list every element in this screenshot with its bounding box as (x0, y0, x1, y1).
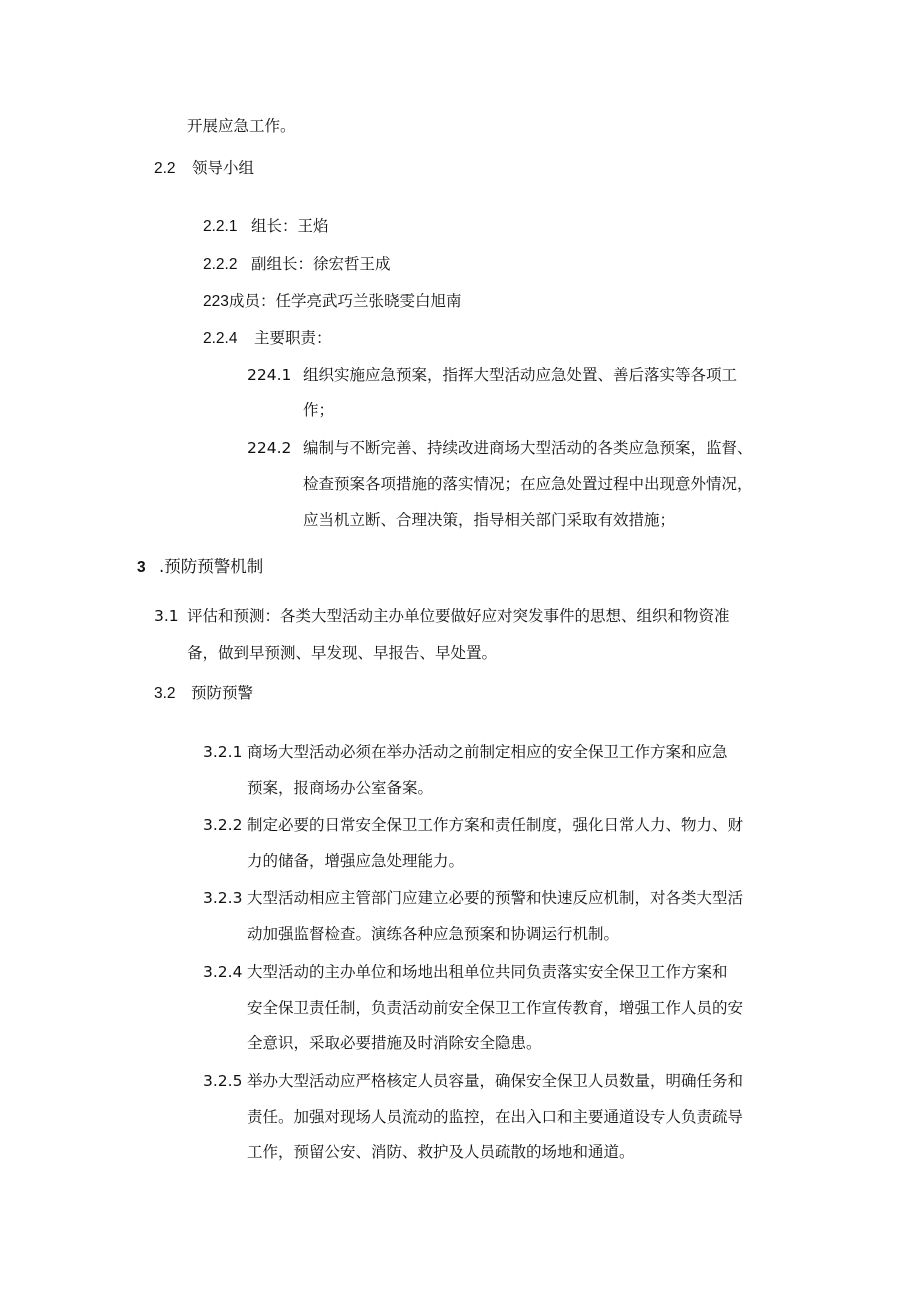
item-text: 组长：王焰 (251, 217, 329, 235)
section-title: 领导小组 (192, 159, 255, 177)
item-number: 2.2.2 (203, 256, 238, 273)
item-text-line: 大型活动的主办单位和场地出租单位共同负责落实安全保卫工作方案和 (247, 963, 728, 981)
item-number: 3.2.3 (203, 889, 243, 907)
item-text-line: 备，做到早预测、早发现、早报告、早处置。 (187, 644, 498, 662)
item-text-line: 安全保卫责任制，负责活动前安全保卫工作宣传教育，增强工作人员的安 (247, 999, 744, 1017)
section-3-2-heading (154, 683, 253, 704)
item-2-2-2 (203, 254, 391, 275)
item-2-2-4 (203, 328, 332, 349)
item-text: 副组长：徐宏哲王成 (251, 255, 391, 273)
item-number: 3.2.5 (203, 1072, 243, 1090)
item-text-line: 举办大型活动应严格核定人员容量，确保安全保卫人员数量，明确任务和 (247, 1072, 744, 1090)
item-text-line: 动加强监督检查。演练各种应急预案和协调运行机制。 (247, 925, 620, 943)
item-number: 3.2.4 (203, 963, 243, 981)
item-number: 3.2.1 (203, 743, 243, 761)
item-text-line: 组织实施应急预案，指挥大型活动应急处置、善后落实等各项工 (303, 366, 738, 384)
item-text-line: 评估和预测：各类大型活动主办单位要做好应对突发事件的思想、组织和物资准 (187, 607, 730, 625)
item-text-line: 检查预案各项措施的落实情况；在应急处置过程中出现意外情况， (303, 475, 753, 493)
item-number: 3.1 (154, 607, 179, 625)
item-text-line: 大型活动相应主管部门应建立必要的预警和快速反应机制，对各类大型活 (247, 889, 744, 907)
item-text-line: 商场大型活动必须在举办活动之前制定相应的安全保卫工作方案和应急 (247, 743, 728, 761)
item-number: 2.2.4 (203, 330, 238, 347)
item-text-line: 应当机立断、合理决策，指导相关部门采取有效措施； (303, 511, 676, 529)
section-number: 3 (137, 559, 146, 576)
item-text: 成员：任学亮武巧兰张晓雯白旭南 (229, 292, 462, 310)
item-number: 224.2 (247, 439, 292, 457)
section-number: 3.2 (154, 685, 176, 702)
section-number: 2.2 (154, 160, 176, 177)
item-number: 2.2.1 (203, 218, 238, 235)
item-number: 223 (203, 293, 229, 310)
item-2-2-3 (203, 291, 462, 312)
section-3-heading (137, 557, 263, 578)
item-text-line: 力的储备，增强应急处理能力。 (247, 852, 465, 870)
item-text-line: 预案，报商场办公室备案。 (247, 779, 434, 797)
item-text-line: 全意识，采取必要措施及时消除安全隐患。 (247, 1034, 542, 1052)
item-number: 3.2.2 (203, 816, 243, 834)
item-text-line: 责任。加强对现场人员流动的监控，在出入口和主要通道设专人负责疏导 (247, 1108, 744, 1126)
item-2-2-1 (203, 216, 329, 237)
section-title: 预防预警 (191, 684, 254, 702)
section-2-2-heading (154, 158, 254, 179)
item-text-line: 编制与不断完善、持续改进商场大型活动的各类应急预案，监督、 (303, 439, 753, 457)
item-number: 224.1 (247, 366, 292, 384)
item-text-line: 作； (303, 401, 335, 419)
continuation-text: 开展应急工作。 (187, 117, 296, 135)
item-text-line: 制定必要的日常安全保卫工作方案和责任制度，强化日常人力、物力、财 (247, 816, 744, 834)
item-text-line: 工作，预留公安、消防、救护及人员疏散的场地和通道。 (247, 1143, 635, 1161)
item-text: 主要职责： (254, 329, 332, 347)
section-title: .预防预警机制 (159, 557, 264, 576)
